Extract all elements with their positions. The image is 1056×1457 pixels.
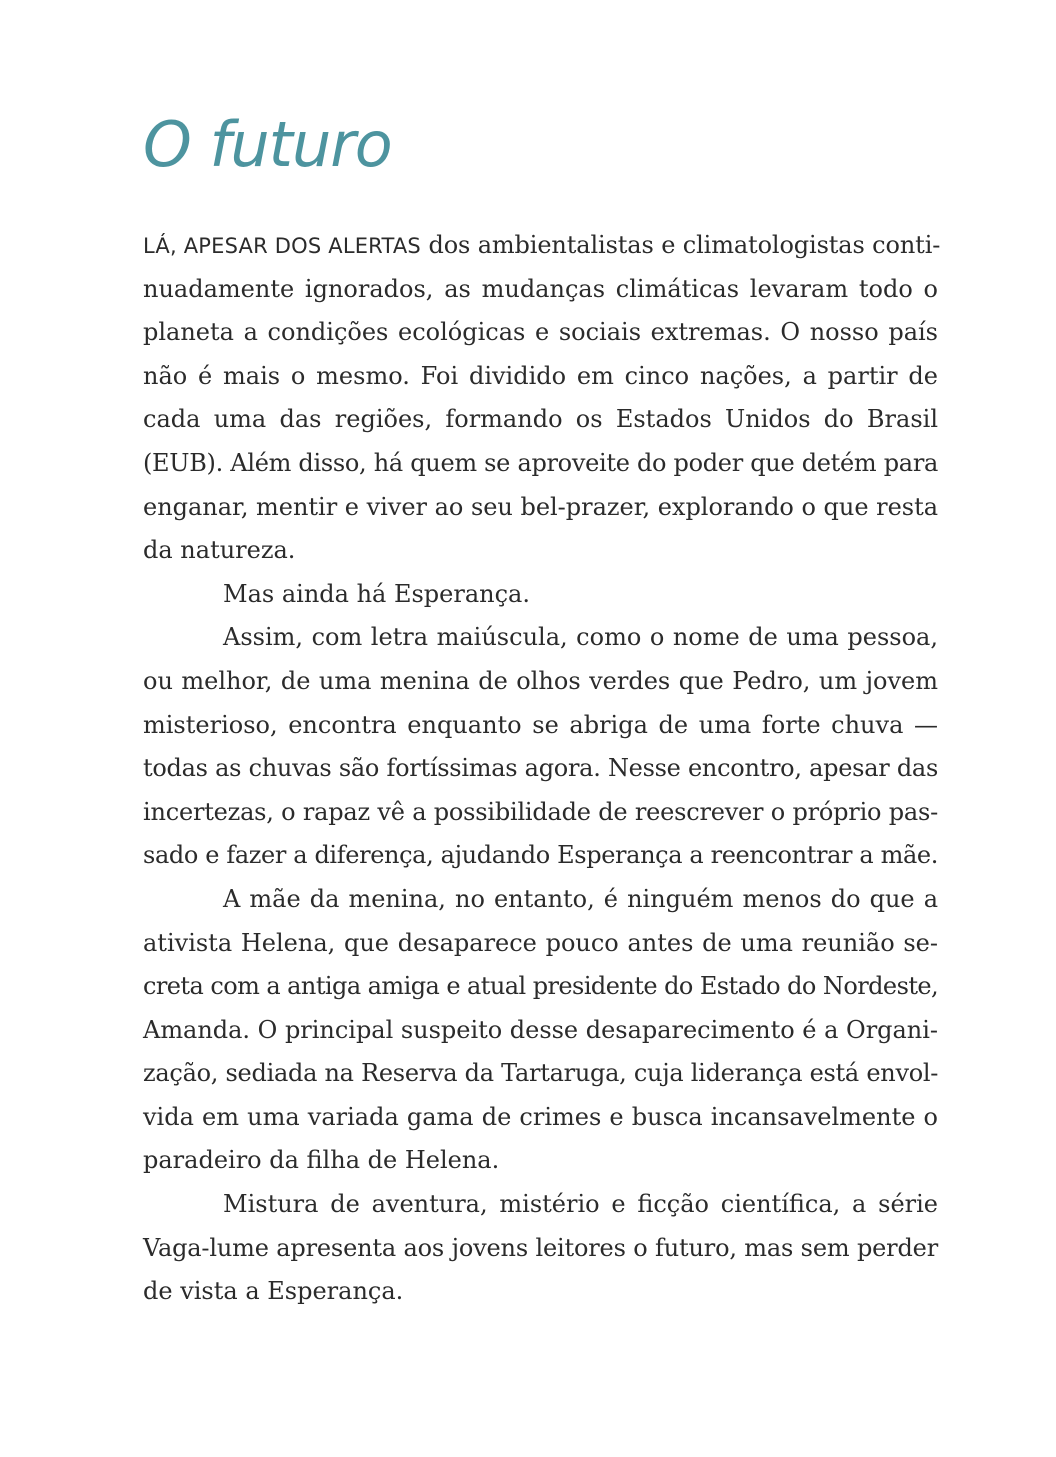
- text-line-content: incertezas, o rapaz vê a possibilidade de reescrever o próprio pas-: [143, 797, 938, 826]
- text-line: [143, 529, 938, 573]
- text-line-content: Mistura de aventura, mistério e ficção científica, a série: [223, 1190, 938, 1219]
- text-line-content: Amanda. O principal suspeito desse desaparecimento é a Organi-: [143, 1015, 938, 1044]
- text-line-content: Vaga-lume apresenta aos jovens leitores o futuro, mas sem perder: [143, 1233, 938, 1262]
- text-line: [143, 791, 938, 835]
- text-line: [143, 442, 938, 486]
- text-line-content: Assim, com letra maiúscula, como o nome de uma pessoa,: [223, 623, 938, 652]
- text-line: [143, 1183, 938, 1227]
- text-line-content: nuadamente ignorados, as mudanças climáticas levaram todo o: [143, 274, 938, 303]
- text-line: [143, 660, 938, 704]
- text-line: [143, 1009, 938, 1053]
- text-line: [143, 922, 938, 966]
- text-line: [143, 878, 938, 922]
- text-line: [143, 224, 941, 268]
- text-line: [143, 1096, 938, 1140]
- text-line: [143, 616, 938, 660]
- text-line: [143, 1139, 938, 1183]
- text-line-content: dos ambientalistas e climatologistas conti-: [420, 231, 941, 259]
- text-line-content: todas as chuvas são fortíssimas agora. Nesse encontro, apesar das: [143, 754, 938, 783]
- text-line: [143, 1227, 938, 1271]
- text-line: [143, 311, 938, 355]
- text-line: [143, 268, 938, 312]
- text-line-content: planeta a condições ecológicas e sociais extremas. O nosso país: [143, 318, 938, 347]
- text-line: [143, 834, 938, 878]
- text-line-content: ou melhor, de uma menina de olhos verdes que Pedro, um jovem: [143, 666, 938, 695]
- text-line: [143, 1270, 938, 1314]
- lead-in-caps: LÁ, APESAR DOS ALERTAS: [143, 234, 421, 258]
- text-line-content: creta com a antiga amiga e atual presidente do Estado do Nordeste,: [143, 972, 939, 1001]
- text-line: [143, 355, 938, 399]
- text-line-content: cada uma das regiões, formando os Estados Unidos do Brasil: [143, 405, 938, 434]
- text-line-content: sado e fazer a diferença, ajudando Esperança a reencontrar a mãe.: [143, 841, 939, 870]
- text-line: [143, 1052, 938, 1096]
- chapter-title: O futuro: [143, 108, 392, 181]
- text-line-content: (EUB). Além disso, há quem se aproveite do poder que detém para: [143, 448, 938, 477]
- body-text: [143, 224, 941, 1314]
- text-line-content: Mas ainda há Esperança.: [223, 579, 530, 608]
- text-line-content: enganar, mentir e viver ao seu bel-prazer, explorando o que resta: [143, 492, 938, 521]
- text-line: [143, 398, 938, 442]
- text-line: [143, 486, 938, 530]
- text-line-content: de vista a Esperança.: [143, 1277, 404, 1306]
- text-line-content: não é mais o mesmo. Foi dividido em cinco nações, a partir de: [143, 361, 938, 390]
- text-line-content: ativista Helena, que desaparece pouco antes de uma reunião se-: [143, 928, 938, 957]
- text-line: [143, 747, 938, 791]
- text-line: [143, 965, 938, 1009]
- text-line-content: zação, sediada na Reserva da Tartaruga, cuja liderança está envol-: [143, 1059, 939, 1088]
- text-line-content: paradeiro da filha de Helena.: [143, 1146, 500, 1175]
- text-line: [143, 573, 938, 617]
- text-line-content: vida em uma variada gama de crimes e busca incansavelmente o: [143, 1102, 938, 1131]
- text-line-content: misterioso, encontra enquanto se abriga de uma forte chuva —: [143, 710, 938, 739]
- text-line: [143, 704, 938, 748]
- text-line-content: A mãe da menina, no entanto, é ninguém menos do que a: [223, 884, 938, 913]
- text-line-content: da natureza.: [143, 536, 296, 565]
